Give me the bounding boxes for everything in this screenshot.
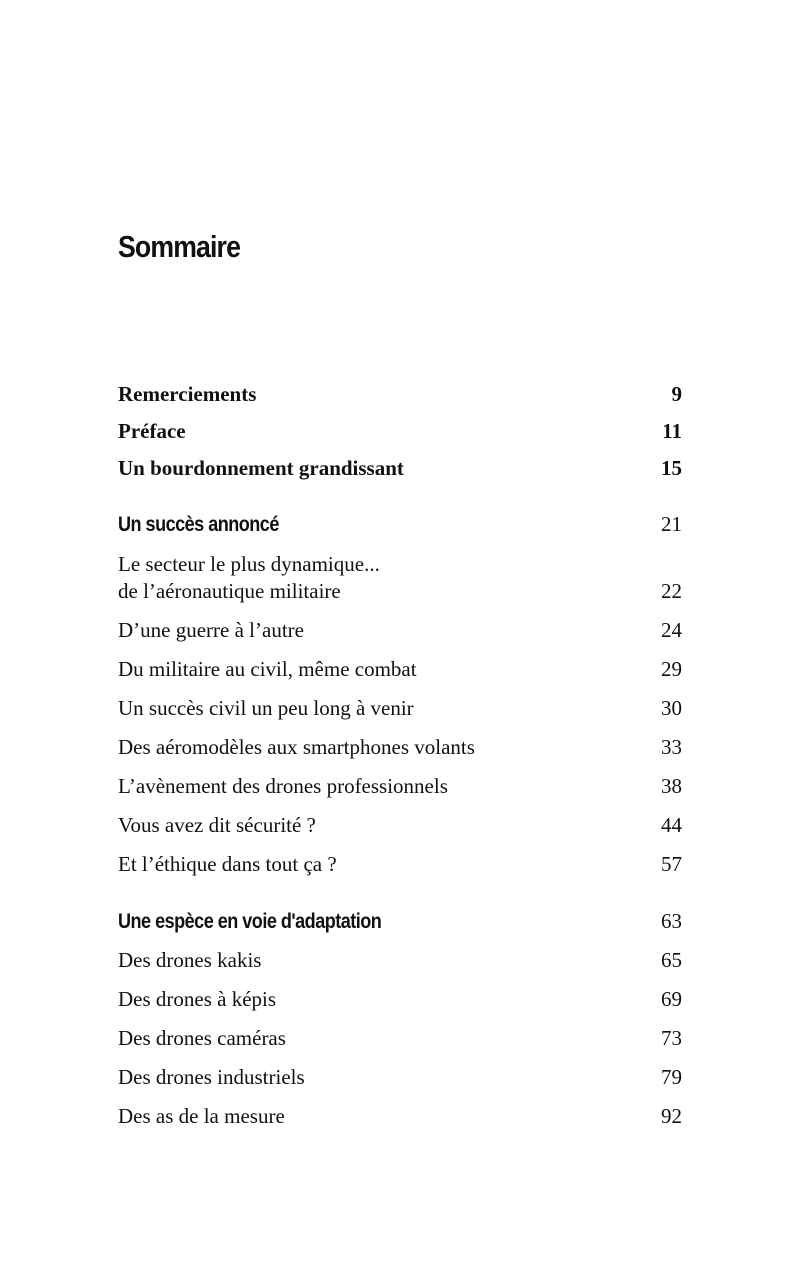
toc-entry-label [118, 551, 380, 605]
toc-entry-label-line: Le secteur le plus dynamique... [118, 552, 380, 576]
toc-section-heading[interactable] [118, 511, 682, 538]
toc-entry[interactable] [118, 695, 682, 722]
toc-entry[interactable] [118, 773, 682, 800]
toc-entry-label: Et l’éthique dans tout ça ? [118, 852, 337, 876]
toc-entry[interactable] [118, 947, 682, 974]
toc-entry-label: Des drones kakis [118, 948, 262, 972]
toc-entry[interactable] [118, 551, 682, 605]
toc-entry-remerciements[interactable] [118, 381, 682, 408]
toc-entry-page: 29 [661, 657, 682, 681]
toc-entry[interactable] [118, 1103, 682, 1130]
toc-entry-page: 44 [661, 813, 682, 837]
toc-entry-page: 33 [661, 735, 682, 759]
toc-entry[interactable] [118, 812, 682, 839]
toc-entry-page: 65 [661, 948, 682, 972]
toc-entry[interactable] [118, 1025, 682, 1052]
toc-entry[interactable] [118, 617, 682, 644]
toc-entry-page: 69 [661, 987, 682, 1011]
toc-entry-page: 9 [671, 382, 682, 406]
toc-entry-page: 73 [661, 1026, 682, 1050]
toc-entry-page: 30 [661, 696, 682, 720]
toc-entry-label: Remerciements [118, 382, 257, 406]
toc-entry[interactable] [118, 986, 682, 1013]
toc-entry-label: Un succès civil un peu long à venir [118, 696, 414, 720]
toc-entry-bourdonnement[interactable] [118, 455, 682, 482]
toc-entry-page: 92 [661, 1104, 682, 1128]
toc-entry[interactable] [118, 1064, 682, 1091]
section-page: 21 [661, 512, 682, 536]
toc-entry-label: Des aéromodèles aux smartphones volants [118, 735, 475, 759]
page-title: Sommaire [118, 229, 241, 264]
toc-entry-label: Des drones caméras [118, 1026, 286, 1050]
toc-entry-label: Des drones industriels [118, 1065, 305, 1089]
toc-entry-label: D’une guerre à l’autre [118, 618, 304, 642]
toc-entry-label-line: de l’aéronautique militaire [118, 579, 341, 603]
toc-entry-label: Vous avez dit sécurité ? [118, 813, 316, 837]
toc-entry-label: Du militaire au civil, même combat [118, 657, 417, 681]
toc-entry-page: 79 [661, 1065, 682, 1089]
toc-entry-page: 57 [661, 852, 682, 876]
toc-entry-page: 38 [661, 774, 682, 798]
toc-entry-page: 22 [661, 579, 682, 603]
toc-entry-label: L’avènement des drones professionnels [118, 774, 448, 798]
toc-entry-page: 15 [661, 456, 682, 480]
toc-entry-page: 24 [661, 618, 682, 642]
toc-entry[interactable] [118, 734, 682, 761]
section-page: 63 [661, 909, 682, 933]
toc-entry-label: Préface [118, 419, 186, 443]
toc-entry-preface[interactable] [118, 418, 682, 445]
table-of-contents [118, 0, 682, 1274]
toc-entry-label: Des drones à képis [118, 987, 277, 1011]
section-title: Un succès annoncé [118, 513, 279, 536]
toc-section-heading[interactable] [118, 908, 682, 935]
toc-entry-page: 11 [662, 419, 682, 443]
toc-entry[interactable] [118, 656, 682, 683]
section-title: Une espèce en voie d'adaptation [118, 910, 382, 933]
toc-entry-label: Des as de la mesure [118, 1104, 285, 1128]
toc-entry[interactable] [118, 851, 682, 878]
toc-entry-label: Un bourdonnement grandissant [118, 456, 404, 480]
